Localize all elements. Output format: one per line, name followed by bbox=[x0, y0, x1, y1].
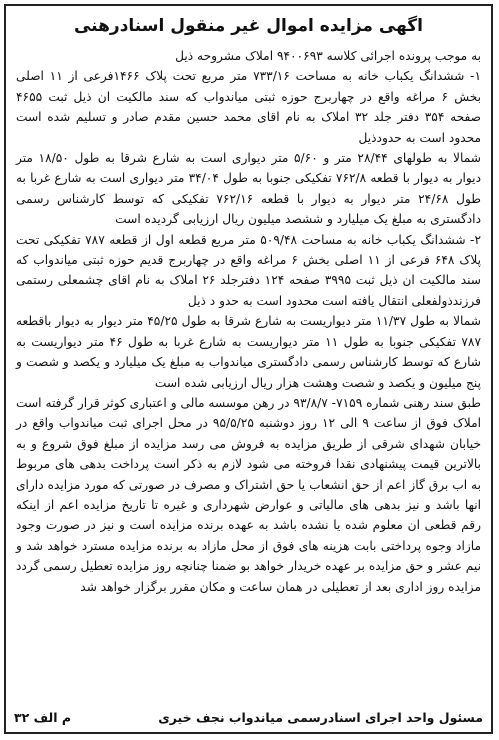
notice-title: اگهی مزایده اموال غیر منقول اسنادرهنی bbox=[73, 16, 424, 36]
official-signature: مسئول واحد اجرای اسنادرسمی میاندواب نجف خیری bbox=[158, 709, 483, 725]
notice-footer bbox=[14, 706, 483, 728]
property-1-boundaries: شمالا به طولهای ۲۸/۴۴ متر و ۵/۶۰ متر دیواری است به شارع شرقا به طول ۱۸/۵۰ متر دیوار به دیوار با قطعه ۷۶۲/۸ تفکیکی جنوبا به طول ۳۴/۰۴ متر دیواری است به شارع غربا به طول ۲۴/۶۸ متر دیوار به دیوار با قطعه ۷۶۲/۱۶ تفکیکی که توسط کارشناس رسمی دادگستری به مبلغ یک میلیارد و ششصد میلیون ریال ارزیابی گردیده است bbox=[16, 151, 481, 227]
property-2-boundaries: شمالا به طول ۱۱/۳۷ متر دیواریست به شارع شرقا به طول ۴۵/۲۵ متر دیوار به دیوار باقطعه ۷۸۷ تفکیکی جنوبا به طول ۱۱ متر دیواریست به شارع غربا به طول ۴۶ متر دیواریست به شارع که توسط کارشناس رسمی دادگستری میاندواب به مبلغ یک میلیارد و یکصد و شصت و پنج میلیون و یکصد و شصت وهشت هزار ریال ارزیابی شده است bbox=[16, 314, 481, 390]
property-2-description: ۲- ششدانگ یکباب خانه به مساحت ۵۰۹/۴۸ متر مربع قطعه اول از قطعه ۷۸۷ تفکیکی تحت پلاک ۶۴۸ فرعی از ۱۱ اصلی بخش ۶ مراغه واقع در چهاربرج قدیم حوزه ثبتی میاندواب که سند مالکیت ان ذیل ثبت ۳۹۹۵ صفحه ۱۲۴ دفترجلد ۲۶ املاک به نام اقای چشمعلی رستمی فرزندذولفعلی انتقال یافته است محدود است به حدو د ذیل bbox=[16, 232, 481, 308]
notice-code: م الف ۳۲ bbox=[14, 709, 71, 725]
auction-terms: طبق سند رهنی شماره ۷۱۵۹- ۹۳/۸/۷ در رهن موسسه مالی و اعتباری کوثر قرار گرفته است املاک فوق از ساعت ۹ الی ۱۲ روز دوشنبه ۹۵/۵/۲۵ در محل اجرای ثبت میاندواب واقع در خیابان شهدای شرقی از طریق مزایده به فروش می رسد مزایده از مبلغ فوق شروع و به بالاترین قیمت پیشنهادی نقدا فروخته می شود لازم به ذکر است پرداخت بدهی های مربوط به اب برق گاز اعم از حق انشعاب یا حق اشتراک و مصرف در صورتی که مورد مزایده دارای انها باشد و نیز بدهی های مالیاتی و عوارض شهرداری و غیره تا تاریخ مزایده اعم از اینکه رقم قطعی ان معلوم شده یا نشده باشد به عهده برنده مزایده است و نیز در صورت وجود مازاد وجوه پرداختی بابت هزینه های فوق از محل مازاد به برنده مزایده مسترد خواهد شد و نیم عشر و حق مزایده بر عهده خریدار خواهد بو ضمنا چنانچه روز مزایده تعطیل رسمی گردد مزایده روز اداری بعد از تعطیلی در همان ساعت و مکان مقرر برگزار خواهد شد bbox=[16, 395, 481, 594]
property-1-description: ۱- ششدانگ یکباب خانه به مساحت ۷۳۳/۱۶ متر مربع تحت پلاک ۱۴۶۶فرعی از ۱۱ اصلی بخش ۶ مراغه واقع در چهاربرج حوزه ثبتی میاندواب که سند مالکیت ان ذیل ثبت ۴۶۵۵ صفحه ۳۵۴ دفتر جلد ۳۲ املاک به نام اقای محمد حسین مقدم صادر و تسلیم شده است محدود است به حدودذیل bbox=[16, 69, 482, 145]
intro-paragraph: به موجب پرونده اجرائی کلاسه ۹۴۰۰۶۹۳ املاک مشروحه ذیل bbox=[175, 49, 481, 63]
notice-frame bbox=[4, 4, 493, 734]
